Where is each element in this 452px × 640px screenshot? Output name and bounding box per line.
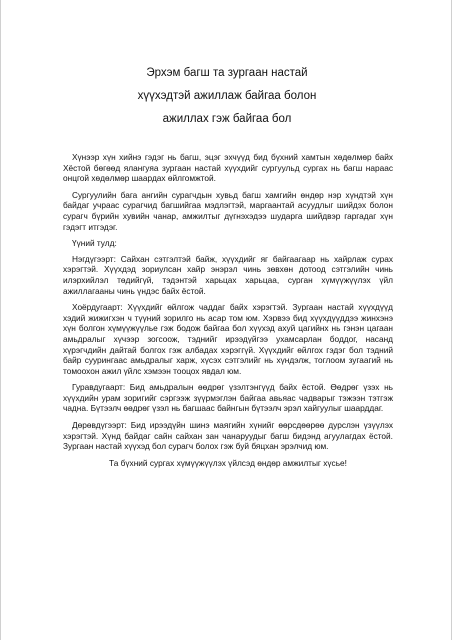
paragraph-teacher-role: Сургуулийн бага ангийн сурагчдын хувьд багш хамгийн өндөр нэр хүндтэй хүн байдаг учраас сурагчид багшийгаа мэдлэгтэй, маргаантай асуудлыг шийдэх болон сурагч бүрийн хувийн чанар, амжилтыг дүгнэхэдээ шударга шийдвэр гаргадаг хүн гэдэгт итгэдэг.: [63, 189, 393, 232]
paragraph-third: Гуравдугаарт: Бид амьдралын өөдрөг үзэлтэнгүүд байх ёстой. Өөдрөг үзэх нь хүүхдийн урам зоригийг сэргээж зүүрмэглэн байгаа авьяас чадварыг тэжээн тэтгэж чадна. Бүтээлч өөдрөг үзэл нь багшаас байнгын бүтээлч эрэл хайгуулыг шаарддаг.: [63, 382, 393, 414]
paragraph-fourth: Дөрөвдүгээрт: Бид ирээдүйн шинэ маягийн хүнийг өөрсдөөрөө дурслэн үзүүлэх хэрэгтэй. Хүнд байдаг сайн сайхан зан чанаруудыг багш бидэнд агуулагдах ёстой. Зургаан настай хүүхэд бол сурагч болох гэж буй бяцхан эрэлчид юм.: [63, 420, 393, 452]
closing-line: Та бүхний сургах хүмүүжүүлэх үйлсэд өндөр амжилтыг хүсье!: [109, 457, 347, 468]
page-title: [1, 62, 452, 131]
title-line-3: ажиллах гэж байгаа бол: [162, 113, 292, 125]
paragraph-first: Нэгдүгээрт: Сайхан сэтгэлтэй байж, хүүхдийг яг байгаагаар нь хайрлаж сурах хэрэгтэй. Хүүхдэд зориулсан хайр энэрэл чинь зөвхөн дотоод сэтгэлийн чинь илэрхийлэл төдийгүй, тэдэнтэй харьцах харьцаа, сурган хүмүүжүүлэх үйл ажиллагааны чинь үндэс байх ёстой.: [63, 253, 393, 296]
paragraph-intro: Хүнээр хүн хийнэ гэдэг нь багш, эцэг эхчүүд бид бүхний хамтын хөдөлмөр байх Хёстой бөгөөд ялангуяа зургаан настай хүүхдийг сургуульд сургах нь багш нараас онцгой хөдөлмөр шаардах өйлгомжтой.: [63, 152, 393, 184]
paragraph-therefore: Үүний тулд:: [72, 238, 117, 249]
paragraph-second: Хоёрдугаарт: Хүүхдийг өйлгож чаддаг байх хэрэгтэй. Зургаан настай хүүхдүүд хэдий жижигхэн ч түүний зорилго нь асар том юм. Хэрвээ бид хүүхдүүддээ жинхэнэ хүн болгон хүмүүжүүлье гэж бодож байгаа бол хүүхэд ахуй цагийнх нь гэнэн цагаан амьдралыг хүчээр зогсоож, тэднийг ирээдүйгээ ухамсарлан боддог, насанд хүрэгчдийн дайтай болгох гэж албадах хэрэггүй. Хүүхдийг өйлгох гэдэг бол тэдний байр суурингаас амьдралыг харж, хүсэх сэтгэлийг нь хүндэлж, тоглоом зугаагий нь томоохон ажил үйлс хэмээн тооцох явдал юм.: [63, 302, 393, 376]
title-line-1: Эрхэм багш та зургаан настай: [146, 67, 308, 79]
document-body: [63, 152, 393, 474]
title-line-2: хүүхэдтэй ажиллаж байгаа болон: [137, 90, 317, 102]
